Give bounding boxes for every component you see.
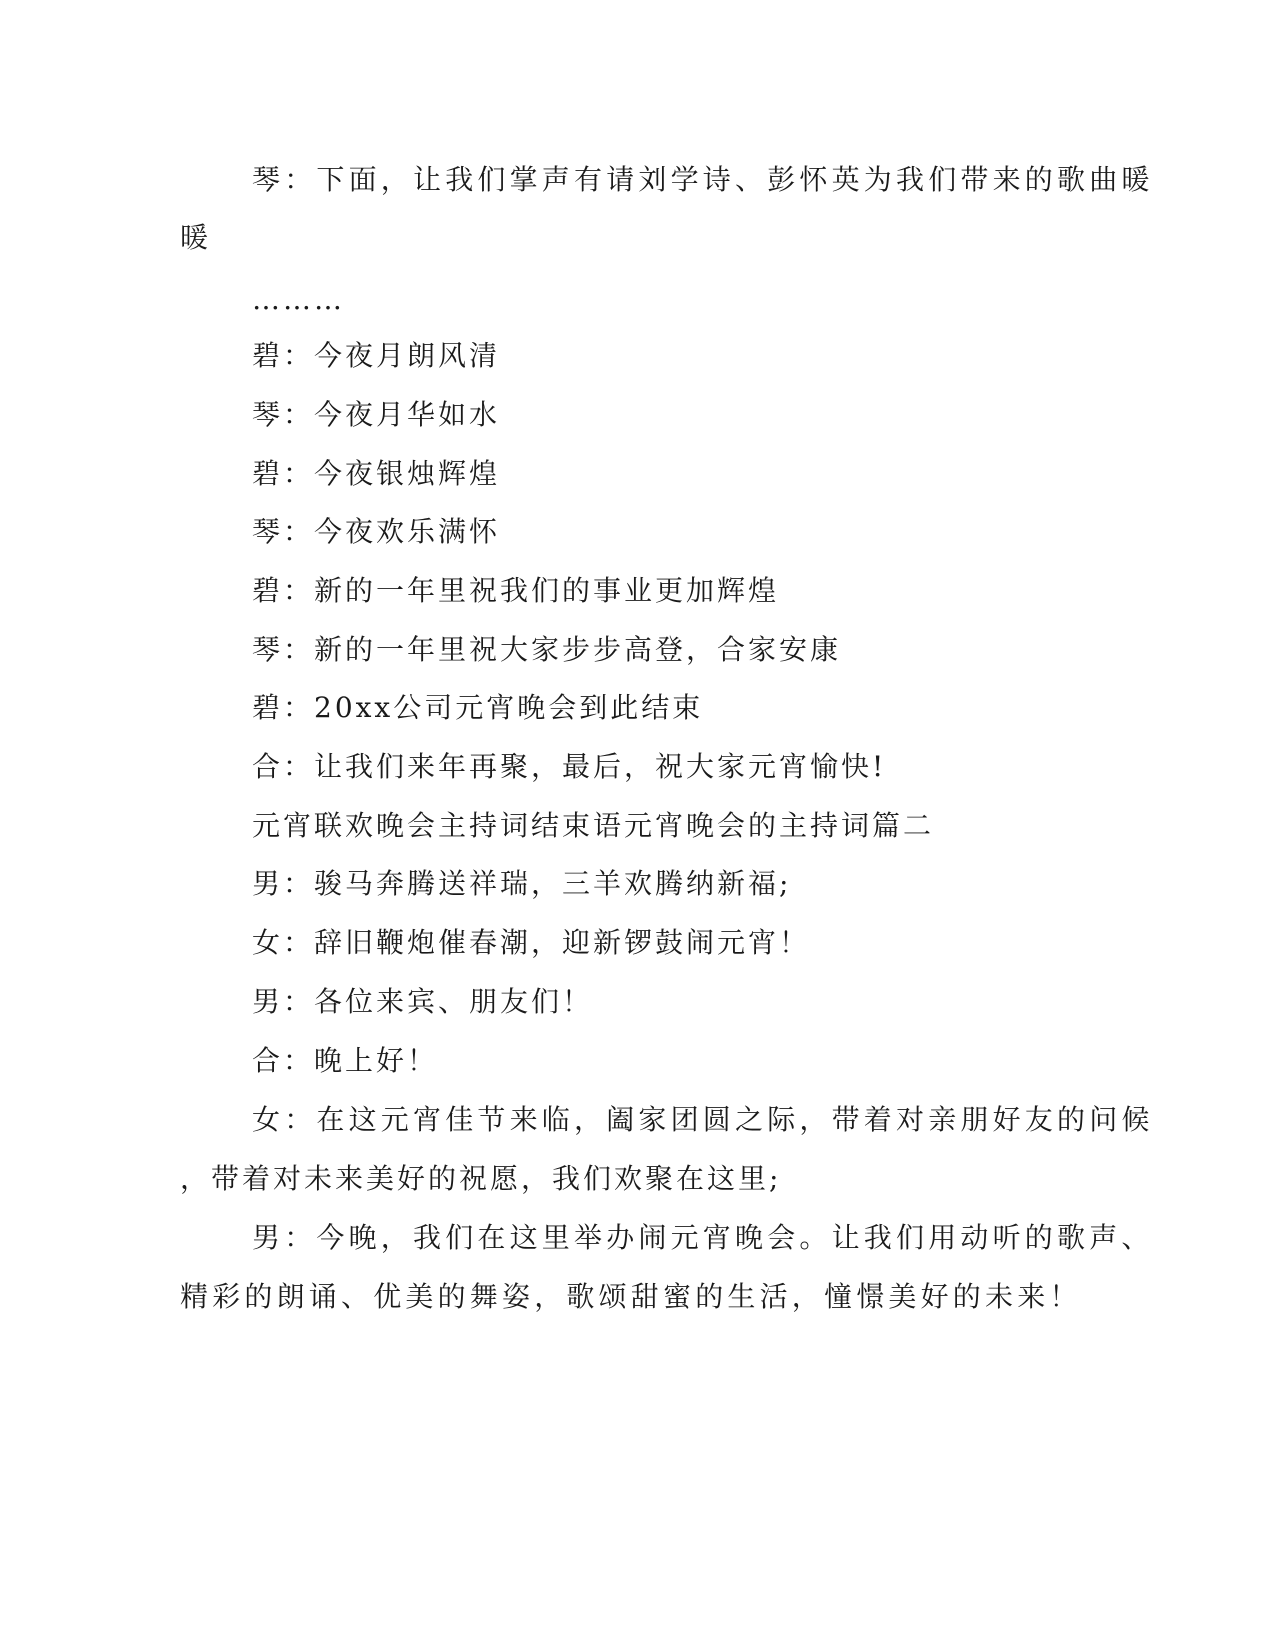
- dialogue-line: 碧：20xx公司元宵晚会到此结束: [252, 691, 704, 724]
- section-heading: 元宵联欢晚会主持词结束语元宵晚会的主持词篇二: [252, 809, 935, 842]
- paragraph-line: ，带着对未来美好的祝愿，我们欢聚在这里;: [180, 1162, 782, 1195]
- dialogue-line: 碧：今夜银烛辉煌: [252, 457, 501, 490]
- dialogue-line: 碧：新的一年里祝我们的事业更加辉煌: [252, 574, 780, 607]
- dialogue-line: 男：各位来宾、朋友们！: [252, 985, 594, 1018]
- paragraph-line: 暖: [180, 221, 212, 254]
- dialogue-line: 男：骏马奔腾送祥瑞，三羊欢腾纳新福;: [252, 867, 792, 900]
- ellipsis-line: ………: [252, 283, 345, 316]
- dialogue-line: 合：晚上好！: [252, 1044, 439, 1077]
- dialogue-line: 女：辞旧鞭炮催春潮，迎新锣鼓闹元宵！: [252, 926, 811, 959]
- dialogue-line: 碧：今夜月朗风清: [252, 339, 501, 372]
- dialogue-line: 琴：今夜欢乐满怀: [252, 515, 501, 548]
- paragraph-line: 男：今晚，我们在这里举办闹元宵晚会。让我们用动听的歌声、: [252, 1221, 1154, 1254]
- paragraph-line: 女：在这元宵佳节来临，阖家团圆之际，带着对亲朋好友的问候: [252, 1103, 1154, 1136]
- paragraph-line: 琴：下面，让我们掌声有请刘学诗、彭怀英为我们带来的歌曲暖: [252, 163, 1154, 196]
- dialogue-line: 合：让我们来年再聚，最后，祝大家元宵愉快!: [252, 750, 887, 783]
- dialogue-line: 琴：今夜月华如水: [252, 398, 501, 431]
- paragraph-line: 精彩的朗诵、优美的舞姿，歌颂甜蜜的生活，憧憬美好的未来！: [180, 1280, 1082, 1313]
- dialogue-line: 琴：新的一年里祝大家步步高登，合家安康: [252, 633, 842, 666]
